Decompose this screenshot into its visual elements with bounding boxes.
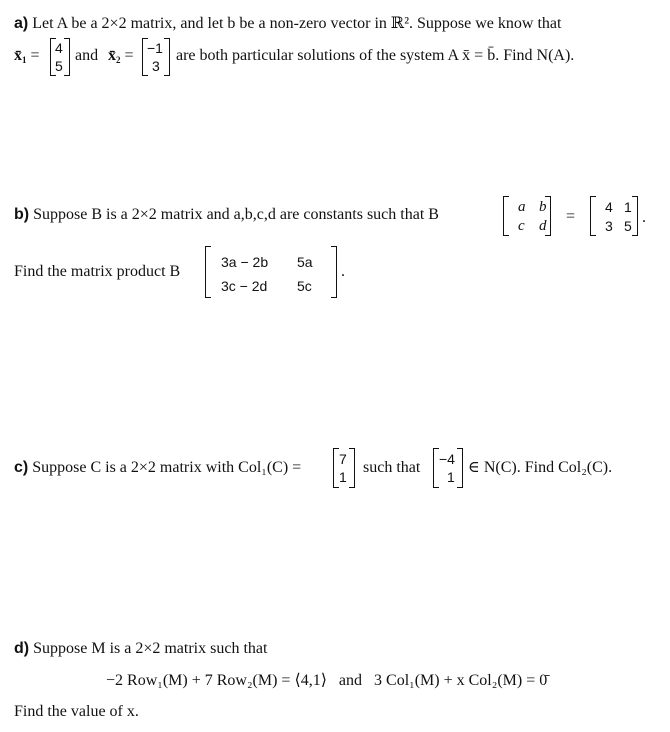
x2-symbol: $x̄_2$ = <box>108 47 134 65</box>
part-c-label: c) <box>14 459 29 476</box>
part-c-text1: Suppose C is a 2×2 matrix with Col₁(C) = <box>32 459 302 476</box>
part-d-label: d) <box>14 640 30 657</box>
part-a-text: Let A be a 2×2 matrix, and let b be a non-zero vector in ℝ². Suppose we know that <box>32 15 562 32</box>
part-d-line3: Find the value of x. <box>14 703 139 720</box>
abcd-matrix: a b c d <box>503 196 551 236</box>
x2-entry-1: −1 <box>147 40 163 56</box>
part-c-line1 <box>14 458 301 478</box>
part-d-text: Suppose M is a 2×2 matrix such that <box>33 640 268 657</box>
x2-entry-2: 3 <box>152 58 160 74</box>
part-d-line1 <box>14 639 267 659</box>
part-c-text3: ∈ N(C). Find Col₂(C). <box>468 459 613 476</box>
part-d-equation: −2 Row₁(M) + 7 Row₂(M) = ⟨4,1⟩ and 3 Col₁(M) + x Col₂(M) = 0̄ <box>106 672 548 689</box>
x2-vector <box>142 38 170 76</box>
part-a-line2: are both particular solutions of the system A x̄ = b̄. Find N(A). <box>176 47 575 64</box>
part-c-text2: such that <box>363 459 421 476</box>
product-matrix: 3a − 2b 5a 3c − 2d 5c <box>205 246 337 298</box>
part-b-line2: Find the matrix product B <box>14 263 181 280</box>
part-a-label: a) <box>14 15 29 32</box>
and-word: and <box>75 47 99 64</box>
col1-vector: 7 1 <box>333 448 355 488</box>
x1-symbol: $x̄_1$ = <box>14 47 40 65</box>
part-b-line1 <box>14 205 439 225</box>
x1-entry-1: 4 <box>55 40 63 56</box>
x1-entry-2: 5 <box>55 58 63 74</box>
part-b-label: b) <box>14 206 30 223</box>
x1-vector <box>50 38 70 76</box>
part-a-line1 <box>14 14 561 34</box>
part-b-text: Suppose B is a 2×2 matrix and a,b,c,d are constants such that B <box>33 206 439 223</box>
result-matrix: 4 1 3 5 <box>590 196 638 236</box>
eq-sign: = <box>566 208 576 225</box>
null-vector: −4 1 <box>433 448 463 488</box>
